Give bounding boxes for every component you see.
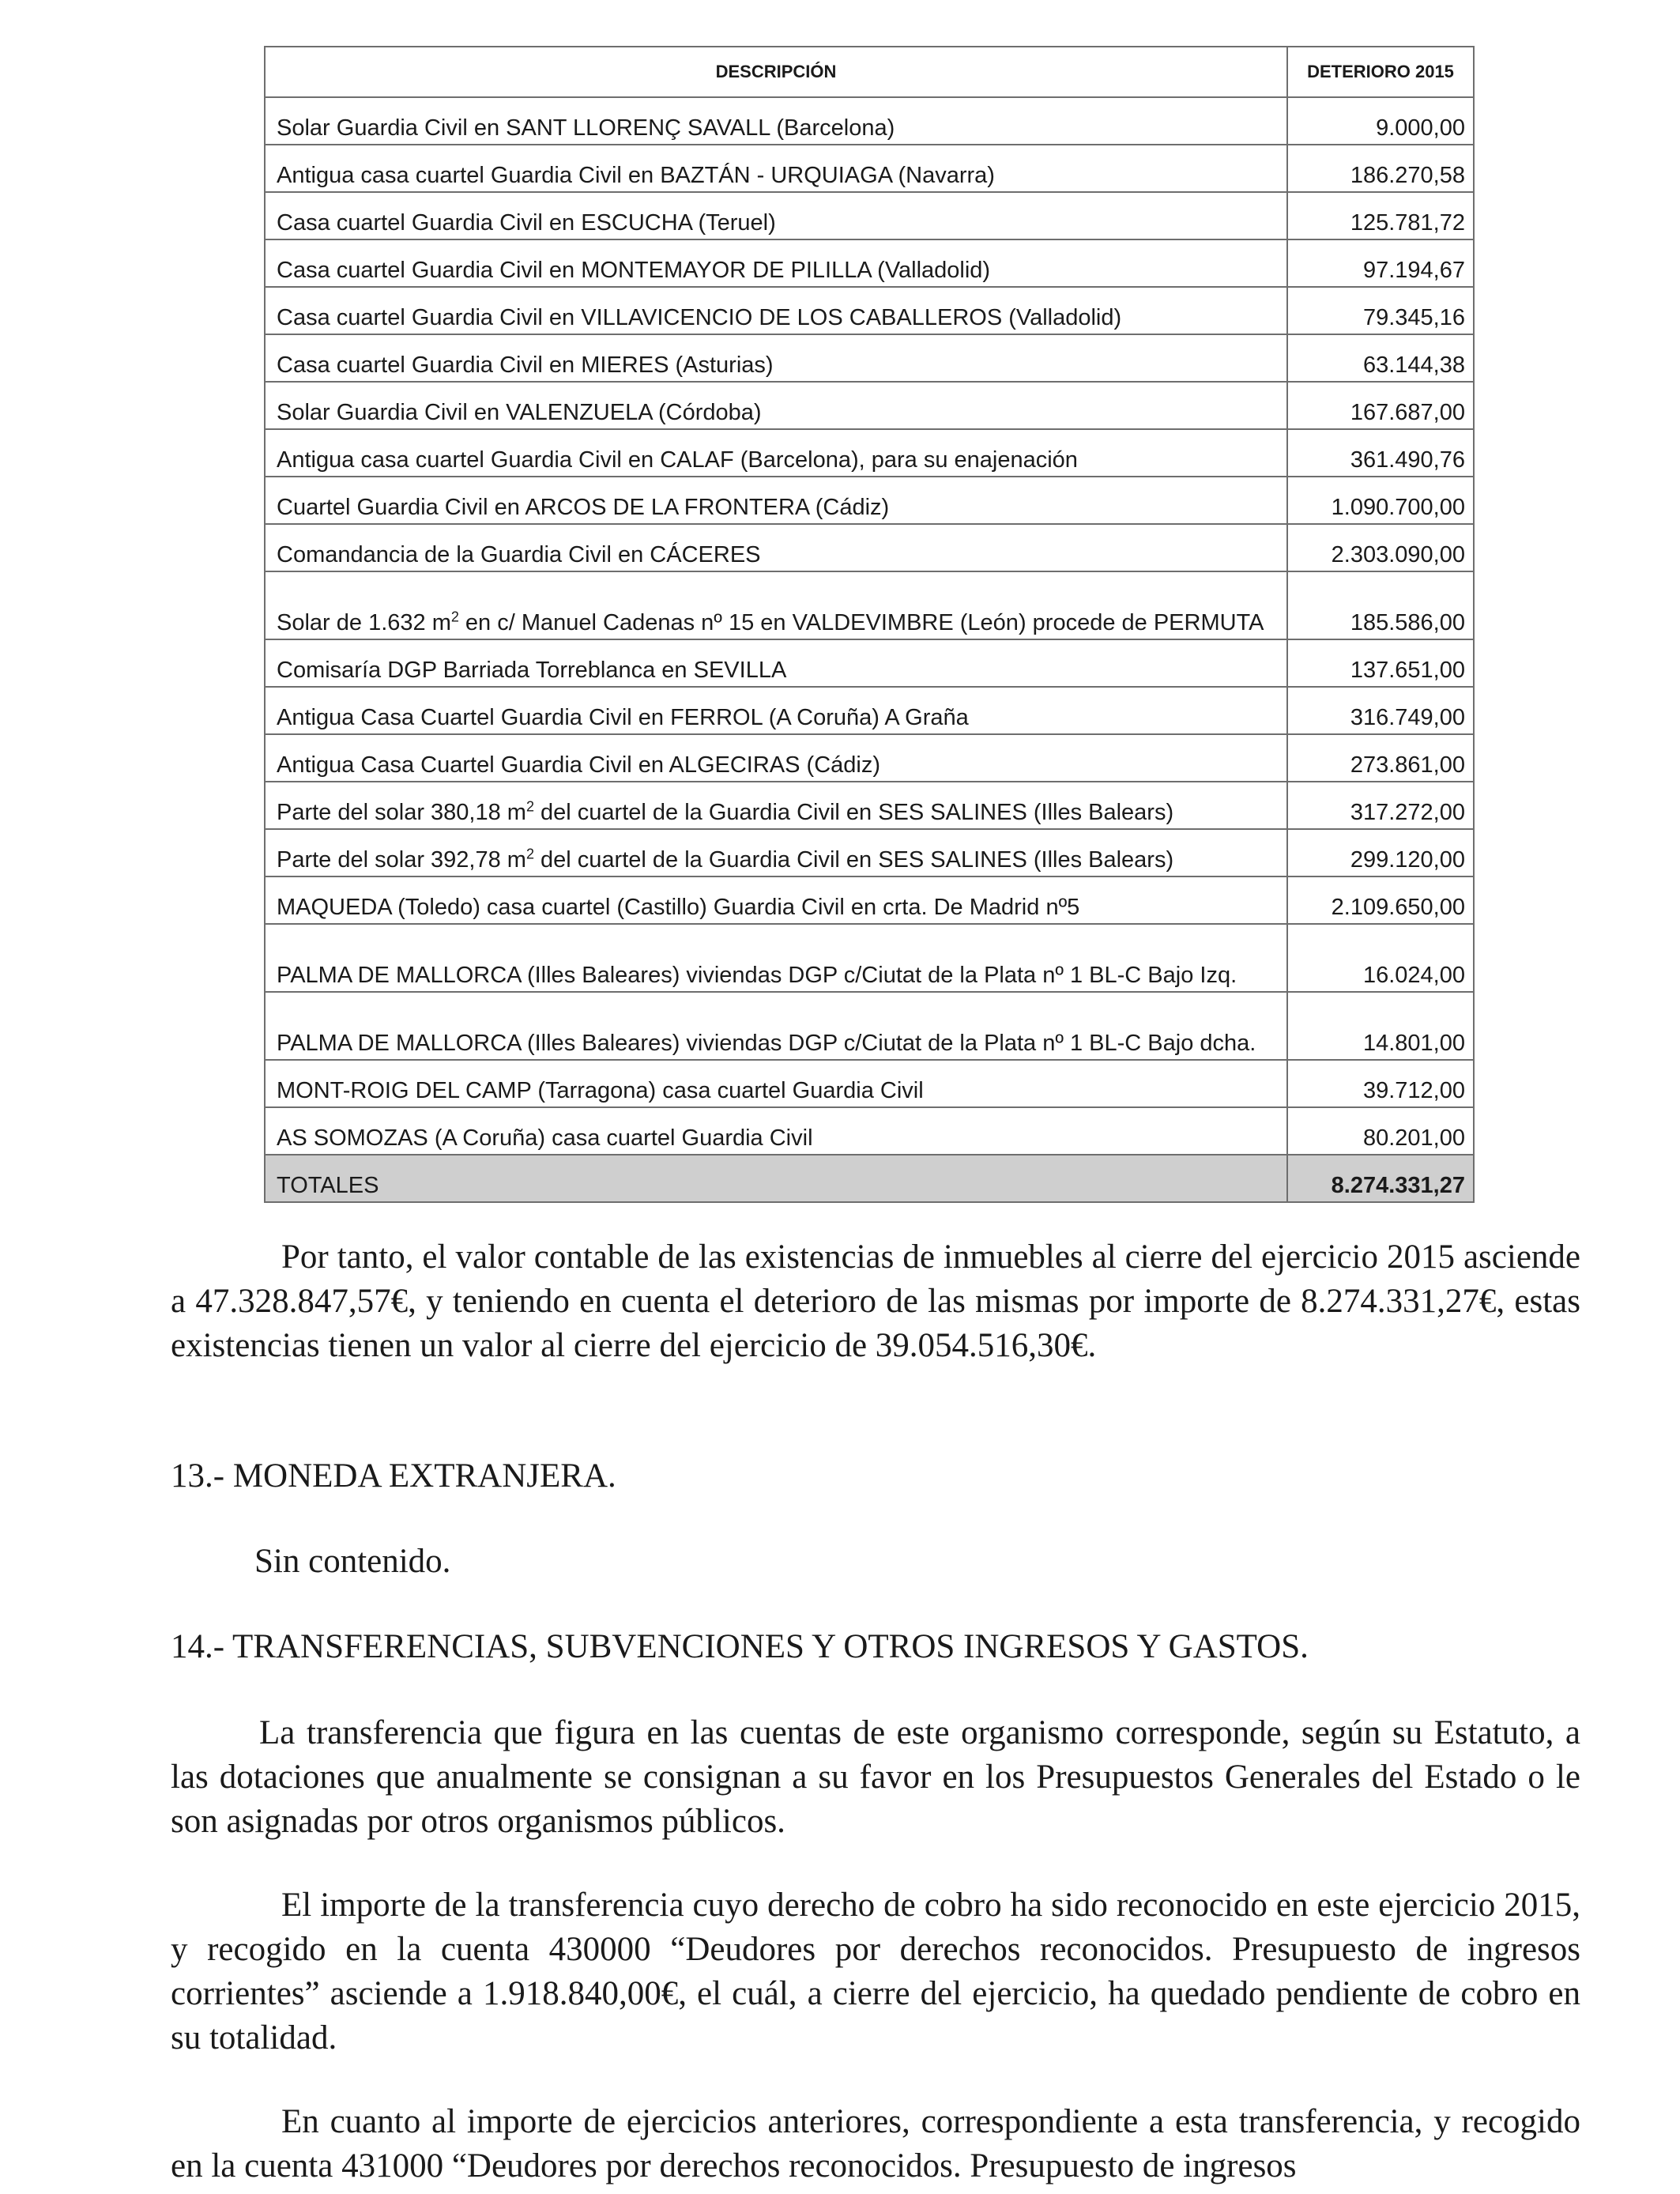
row-description: Parte del solar 392,78 $m^2$ del cuartel de la Guardia Civil en SES SALINES (Illes Balears): [265, 829, 1287, 876]
table-row: [265, 876, 1474, 924]
row-value: 185.586,00: [1287, 571, 1474, 639]
table-row: [265, 334, 1474, 382]
paragraph-transferencia: La transferencia que figura en las cuentas de este organismo corresponde, según su Estatuto, a las dotaciones que anualmente se consignan a su favor en los Presupuestos Generales del Estado o le son asignadas por otros organismos públicos.: [171, 1714, 1580, 1840]
row-value: 2.303.090,00: [1287, 524, 1474, 571]
row-value: 80.201,00: [1287, 1107, 1474, 1155]
row-value: 79.345,16: [1287, 287, 1474, 334]
row-value: 125.781,72: [1287, 192, 1474, 239]
table-row: [265, 97, 1474, 145]
row-description: Casa cuartel Guardia Civil en VILLAVICENCIO DE LOS CABALLEROS (Valladolid): [265, 287, 1287, 334]
row-value: 1.090.700,00: [1287, 477, 1474, 524]
row-value: 186.270,58: [1287, 145, 1474, 192]
row-value: 9.000,00: [1287, 97, 1474, 145]
row-description: Casa cuartel Guardia Civil en ESCUCHA (Teruel): [265, 192, 1287, 239]
row-description: Solar de 1.632 $m^2$ en c/ Manuel Cadenas nº 15 en VALDEVIMBRE (León) procede de PERMUTA: [265, 571, 1287, 639]
table-row: [265, 734, 1474, 782]
table-row: [265, 1060, 1474, 1107]
table-row: [265, 571, 1474, 639]
table-row: [265, 145, 1474, 192]
row-description: Antigua casa cuartel Guardia Civil en CALAF (Barcelona), para su enajenación: [265, 429, 1287, 477]
heading-section-13: 13.- MONEDA EXTRANJERA.: [171, 1457, 616, 1495]
row-description: Solar Guardia Civil en VALENZUELA (Córdoba): [265, 382, 1287, 429]
table-row: [265, 524, 1474, 571]
table-row: [265, 382, 1474, 429]
table-row: [265, 639, 1474, 687]
table-row: [265, 924, 1474, 992]
impairment-table: [264, 46, 1475, 1203]
paragraph-ejercicios-anteriores: En cuanto al importe de ejercicios anteriores, correspondiente a esta transferencia, y recogido en la cuenta 431000 “Deudores por derechos reconocidos. Presupuesto de ingresos: [171, 2103, 1580, 2185]
table-row: [265, 782, 1474, 829]
row-description: Antigua Casa Cuartel Guardia Civil en ALGECIRAS (Cádiz): [265, 734, 1287, 782]
row-description: Casa cuartel Guardia Civil en MONTEMAYOR DE PILILLA (Valladolid): [265, 239, 1287, 287]
row-description: PALMA DE MALLORCA (Illes Baleares) viviendas DGP c/Ciutat de la Plata nº 1 BL-C Bajo Izq.: [265, 924, 1287, 992]
totals-label: TOTALES: [265, 1155, 1287, 1202]
row-value: 16.024,00: [1287, 924, 1474, 992]
section-13-body: Sin contenido.: [254, 1543, 451, 1580]
row-description: MAQUEDA (Toledo) casa cuartel (Castillo) Guardia Civil en crta. De Madrid nº5: [265, 876, 1287, 924]
table-row: [265, 192, 1474, 239]
row-value: 316.749,00: [1287, 687, 1474, 734]
row-value: 361.490,76: [1287, 429, 1474, 477]
row-description: Antigua Casa Cuartel Guardia Civil en FERROL (A Coruña) A Graña: [265, 687, 1287, 734]
row-description: Comandancia de la Guardia Civil en CÁCERES: [265, 524, 1287, 571]
table-row: [265, 477, 1474, 524]
table-row: [265, 429, 1474, 477]
row-description: Cuartel Guardia Civil en ARCOS DE LA FRONTERA (Cádiz): [265, 477, 1287, 524]
paragraph-importe-transferencia: El importe de la transferencia cuyo derecho de cobro ha sido reconocido en este ejercicio 2015, y recogido en la cuenta 430000 “Deudores por derechos reconocidos. Presupuesto de ingresos corrientes” asciende a 1.918.840,00€, el cuál, a cierre del ejercicio, ha quedado pendiente de cobro en su totalidad.: [171, 1887, 1580, 2056]
row-value: 2.109.650,00: [1287, 876, 1474, 924]
row-value: 63.144,38: [1287, 334, 1474, 382]
row-description: Antigua casa cuartel Guardia Civil en BAZTÁN - URQUIAGA (Navarra): [265, 145, 1287, 192]
row-value: 167.687,00: [1287, 382, 1474, 429]
totals-row: [265, 1155, 1474, 1202]
row-value: 97.194,67: [1287, 239, 1474, 287]
table-row: [265, 687, 1474, 734]
row-description: AS SOMOZAS (A Coruña) casa cuartel Guardia Civil: [265, 1107, 1287, 1155]
row-value: 39.712,00: [1287, 1060, 1474, 1107]
table-row: [265, 239, 1474, 287]
totals-value: 8.274.331,27: [1287, 1155, 1474, 1202]
row-value: 14.801,00: [1287, 992, 1474, 1060]
row-description: PALMA DE MALLORCA (Illes Baleares) viviendas DGP c/Ciutat de la Plata nº 1 BL-C Bajo dcha.: [265, 992, 1287, 1060]
row-value: 273.861,00: [1287, 734, 1474, 782]
header-descripcion: DESCRIPCIÓN: [265, 47, 1287, 97]
row-description: Casa cuartel Guardia Civil en MIERES (Asturias): [265, 334, 1287, 382]
row-description: Solar Guardia Civil en SANT LLORENÇ SAVALL (Barcelona): [265, 97, 1287, 145]
header-deterioro: DETERIORO 2015: [1287, 47, 1474, 97]
heading-section-14: 14.- TRANSFERENCIAS, SUBVENCIONES Y OTROS INGRESOS Y GASTOS.: [171, 1628, 1309, 1665]
row-value: 137.651,00: [1287, 639, 1474, 687]
row-description: Parte del solar 380,18 $m^2$ del cuartel de la Guardia Civil en SES SALINES (Illes Balears): [265, 782, 1287, 829]
table-row: [265, 1107, 1474, 1155]
row-value: 317.272,00: [1287, 782, 1474, 829]
row-description: MONT-ROIG DEL CAMP (Tarragona) casa cuartel Guardia Civil: [265, 1060, 1287, 1107]
table-row: [265, 287, 1474, 334]
table-header-row: [265, 47, 1474, 97]
row-description: Comisaría DGP Barriada Torreblanca en SEVILLA: [265, 639, 1287, 687]
table-row: [265, 992, 1474, 1060]
paragraph-valor-contable: Por tanto, el valor contable de las existencias de inmuebles al cierre del ejercicio 2015 asciende a 47.328.847,57€, y teniendo en cuenta el deterioro de las mismas por importe de 8.274.331,27€, estas existencias tienen un valor al cierre del ejercicio de 39.054.516,30€.: [171, 1238, 1580, 1364]
row-value: 299.120,00: [1287, 829, 1474, 876]
table-row: [265, 829, 1474, 876]
